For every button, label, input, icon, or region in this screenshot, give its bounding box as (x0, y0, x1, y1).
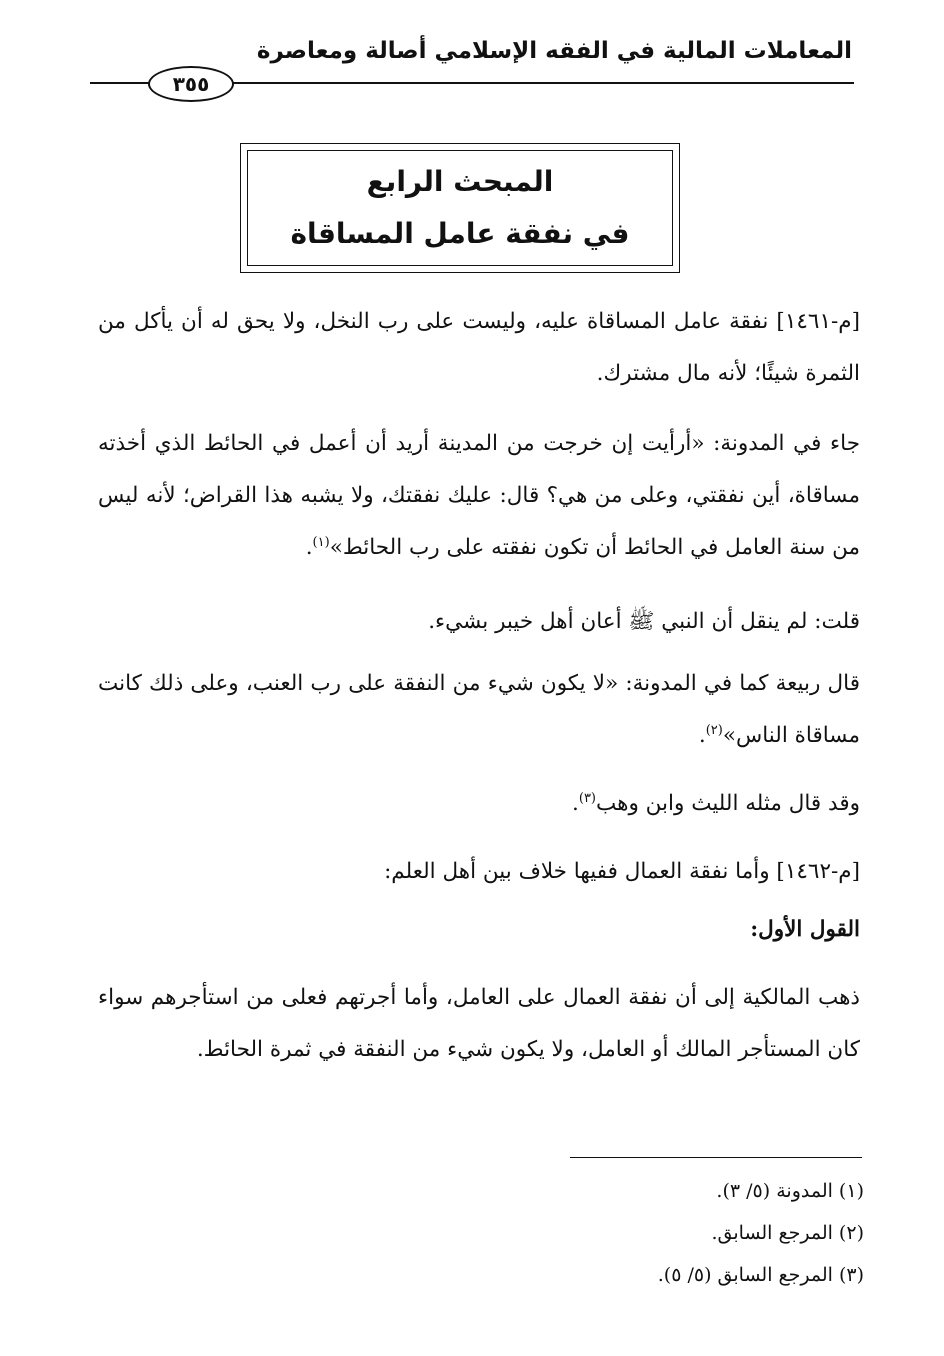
page-number: ٣٥٥ (148, 66, 234, 102)
paragraph-6: [م-١٤٦٢] وأما نفقة العمال ففيها خلاف بين أهل العلم: (384, 859, 860, 884)
paragraph-5-end: . (572, 791, 579, 816)
paragraph-3: قلت: لم ينقل أن النبي ﷺ أعان أهل خيبر بشيء. (428, 609, 860, 634)
paragraph-1: [م-١٤٦١] نفقة عامل المساقاة عليه، وليست على رب النخل، ولا يحق له أن يأكل من الثمرة شيئًا؛ لأنه مال مشترك. (98, 309, 860, 386)
paragraph-5-text: وقد قال مثله الليث وابن وهب (596, 791, 860, 816)
footnote-separator (570, 1157, 862, 1158)
paragraph-4 (98, 658, 860, 762)
paragraph-2-end: . (305, 535, 313, 560)
paragraph-4-text: قال ربيعة كما في المدونة: «لا يكون شيء من النفقة على رب العنب، وعلى ذلك كانت مساقاة الناس» (98, 671, 860, 748)
section-title-inner-frame (247, 150, 673, 266)
footnote-ref-3: (٣) (578, 790, 596, 806)
section-title: المبحث الرابع (366, 165, 554, 198)
paragraph-2-text: جاء في المدونة: «أرأيت إن خرجت من المدينة أريد أن أعمل في الحائط الذي أخذته مساقاة، أين نفقتي، وعلى من هي؟ قال: عليك نفقتك، ولا يشبه هذا القراض؛ لأنه ليس من سنة العامل في الحائط أن تكون نفقته على رب الحائط» (98, 431, 860, 560)
footnote-ref-1: (١) (312, 534, 330, 550)
section-subtitle: في نفقة عامل المساقاة (290, 217, 630, 250)
paragraph-4-end: . (698, 723, 706, 748)
paragraph-5 (98, 778, 860, 830)
footnote-1: (١) المدونة (٥/ ٣). (716, 1180, 864, 1202)
section-title-frame (240, 143, 680, 273)
running-title: المعاملات المالية في الفقه الإسلامي أصالة ومعاصرة (256, 38, 852, 64)
first-opinion-heading: القول الأول: (750, 917, 860, 942)
paragraph-8: ذهب المالكية إلى أن نفقة العمال على العامل، وأما أجرتهم فعلى من استأجرهم سواء كان المستأجر المالك أو العامل، ولا يكون شيء من النفقة في ثمرة الحائط. (98, 985, 860, 1062)
footnote-3: (٣) المرجع السابق (٥/ ٥). (657, 1264, 864, 1286)
footnote-ref-2: (٢) (705, 722, 723, 738)
footnote-2: (٢) المرجع السابق. (711, 1222, 864, 1244)
paragraph-2 (98, 418, 860, 574)
